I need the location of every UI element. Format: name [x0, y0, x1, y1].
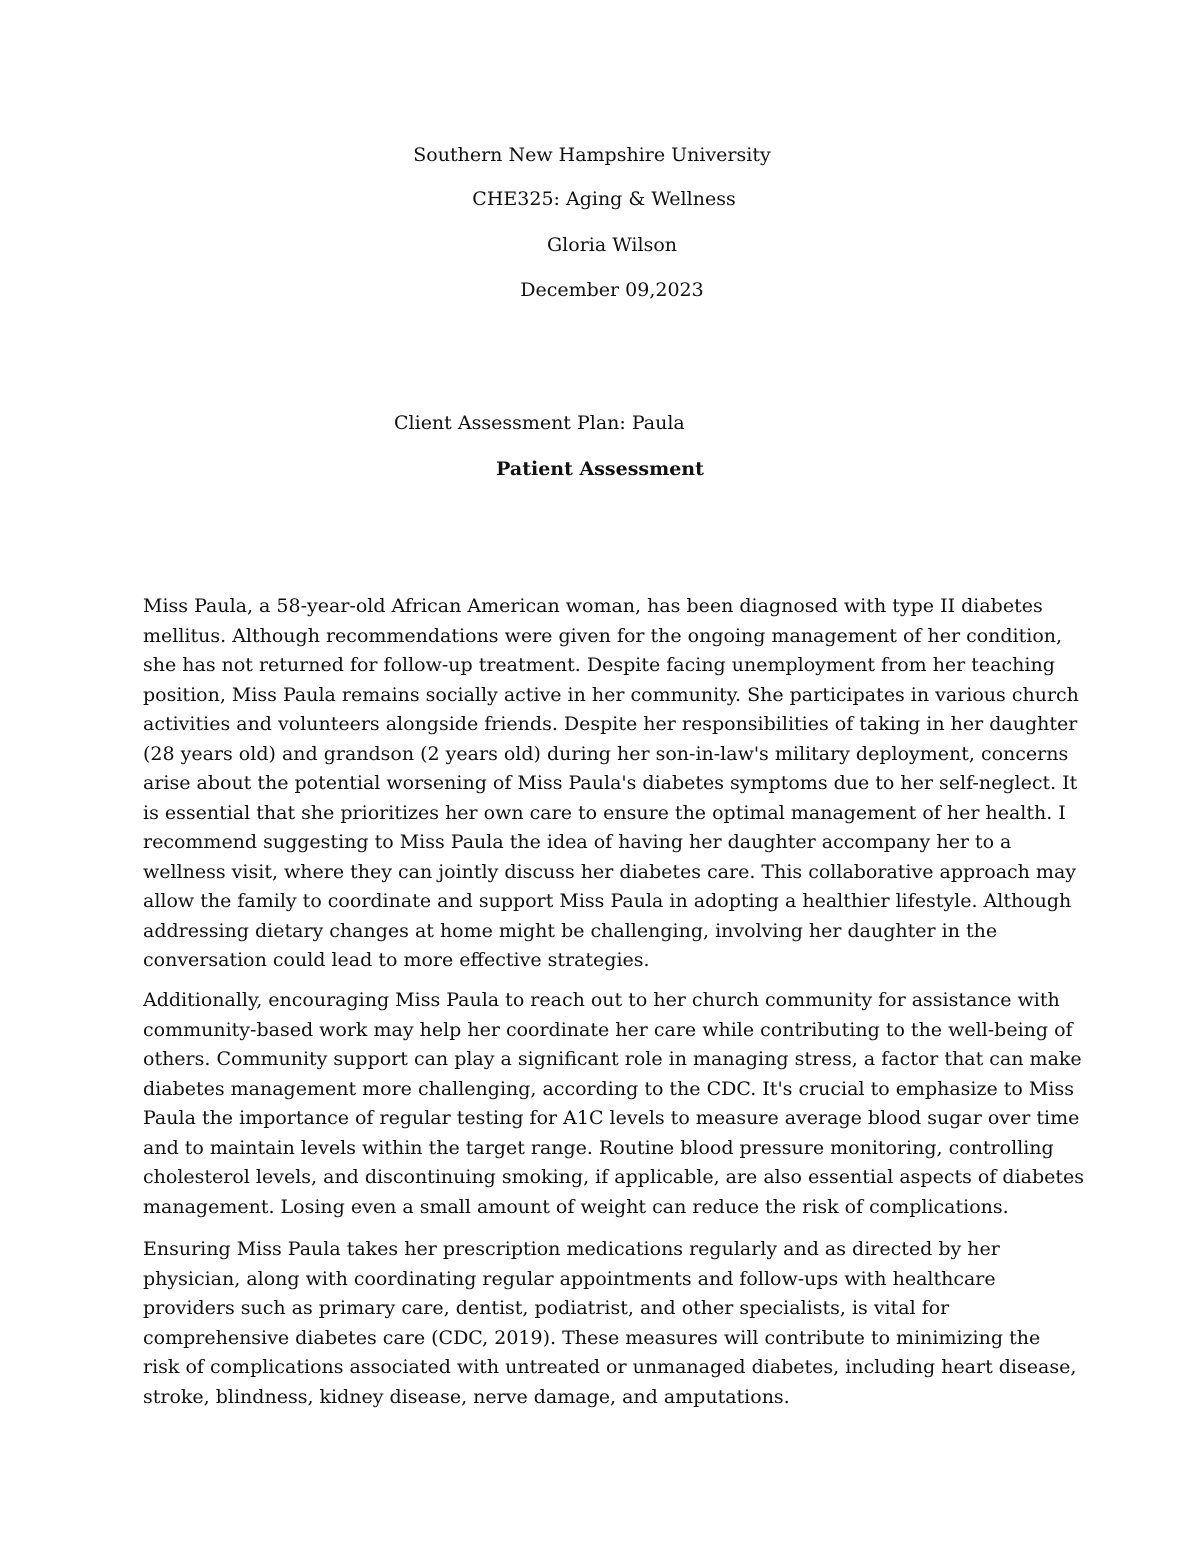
paragraph-line: she has not returned for follow-up treatment. Despite facing unemployment from her teaching	[143, 654, 1055, 676]
paragraph-line: Paula the importance of regular testing for A1C levels to measure average blood sugar over time	[143, 1107, 1080, 1129]
paragraph-line: (28 years old) and grandson (2 years old) during her son-in-law's military deployment, concerns	[143, 742, 1069, 765]
paragraph-line: Miss Paula, a 58-year-old African American woman, has been diagnosed with type II diabetes	[143, 595, 1043, 617]
paragraph-line: addressing dietary changes at home might be challenging, involving her daughter in the	[143, 919, 998, 942]
paragraph-3	[143, 1235, 1077, 1412]
paragraph-line: others. Community support can play a significant role in managing stress, a factor that can make	[143, 1048, 1082, 1070]
paragraph-line: allow the family to coordinate and support Miss Paula in adopting a healthier lifestyle. Although	[143, 890, 1072, 912]
paragraph-2	[143, 986, 1085, 1222]
paragraph-line: activities and volunteers alongside friends. Despite her responsibilities of taking in her daughter	[143, 713, 1078, 735]
section-heading: Patient Assessment	[496, 458, 704, 480]
paragraph-line: management. Losing even a small amount of weight can reduce the risk of complications.	[143, 1195, 1009, 1218]
assessment-plan-title: Client Assessment Plan: Paula	[394, 412, 685, 434]
author-name: Gloria Wilson	[547, 234, 677, 256]
paragraph-line: mellitus. Although recommendations were given for the ongoing management of her condition,	[143, 624, 1063, 647]
paragraph-line: diabetes management more challenging, according to the CDC. It's crucial to emphasize to Miss	[143, 1077, 1074, 1100]
paragraph-line: risk of complications associated with untreated or unmanaged diabetes, including heart disease,	[143, 1356, 1077, 1378]
paragraph-line: Additionally, encouraging Miss Paula to reach out to her church community for assistance with	[143, 989, 1060, 1011]
university-name: Southern New Hampshire University	[413, 144, 771, 166]
document-date: December 09,2023	[520, 279, 704, 301]
paragraph-line: stroke, blindness, kidney disease, nerve damage, and amputations.	[143, 1385, 790, 1408]
paragraph-line: community-based work may help her coordinate her care while contributing to the well-being of	[143, 1018, 1073, 1041]
paragraph-line: Ensuring Miss Paula takes her prescription medications regularly and as directed by her	[143, 1238, 1000, 1260]
paragraph-line: cholesterol levels, and discontinuing smoking, if applicable, are also essential aspects of diabetes	[143, 1166, 1085, 1188]
paragraph-line: is essential that she prioritizes her own care to ensure the optimal management of her health. I	[143, 801, 1066, 824]
paragraph-line: providers such as primary care, dentist, podiatrist, and other specialists, is vital for	[143, 1297, 950, 1319]
paragraph-line: recommend suggesting to Miss Paula the idea of having her daughter accompany her to a	[143, 831, 1012, 853]
paragraph-line: conversation could lead to more effective strategies.	[143, 949, 650, 971]
paragraph-line: wellness visit, where they can jointly discuss her diabetes care. This collaborative approach may	[143, 860, 1077, 883]
paragraph-1	[143, 592, 1079, 976]
paragraph-line: physician, along with coordinating regular appointments and follow-ups with healthcare	[143, 1267, 996, 1290]
paragraph-line: and to maintain levels within the target range. Routine blood pressure monitoring, controlling	[143, 1136, 1054, 1159]
paragraph-line: comprehensive diabetes care (CDC, 2019). These measures will contribute to minimizing the	[143, 1326, 1041, 1349]
course-title: CHE325: Aging & Wellness	[472, 188, 736, 210]
paragraph-line: arise about the potential worsening of Miss Paula's diabetes symptoms due to her self-neglect. It	[143, 772, 1078, 794]
paragraph-line: position, Miss Paula remains socially active in her community. She participates in various church	[143, 683, 1079, 706]
